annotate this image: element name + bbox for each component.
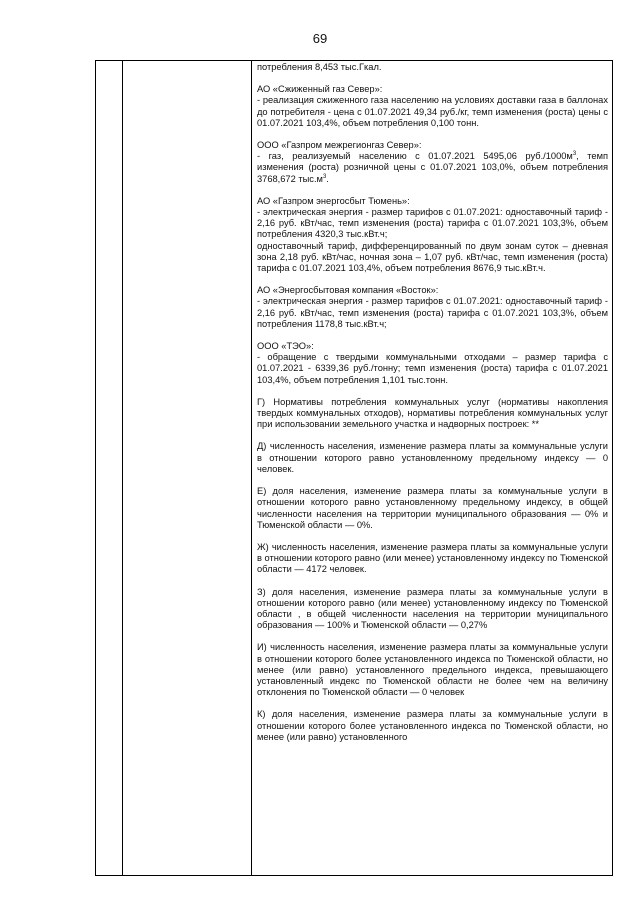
item-e-share: Е) доля населения, изменение размера платы за коммунальные услуги в отношении которого равно установленному предельному индексу, в общей численности населения на территории муниципального образования — 0% и Тюменской области — 0%. — [257, 486, 608, 530]
supplier-teo-text: - обращение с твердыми коммунальными отходами – размер тарифа с 01.07.2021 - 6339,36 руб./тонну; темп изменения (роста) тарифа с 01.07.2021 103,4%, объем потребления 1,101 тыс.тонн. — [257, 352, 608, 385]
supplier-teo-title: ООО «ТЭО»: — [257, 341, 314, 352]
item-d-population: Д) численность населения, изменение размера платы за коммунальные услуги в отношении которого равно установленному предельному индексу — 0 человек. — [257, 441, 608, 474]
item-g-norms: Г) Нормативы потребления коммунальных услуг (нормативы накопления твердых коммунальных отходов), нормативы потребления коммунальных услуг при использовании земельного участка и надворных построек: ** — [257, 396, 608, 430]
supplier-gazprom-energosbyt-title: АО «Газпром энергосбыт Тюмень»: — [257, 195, 410, 206]
item-zh-population: Ж) численность населения, изменение размера платы за коммунальные услуги в отношении которого равно (или менее) установленному индексу по Тюменской области — 4172 человек. — [257, 541, 608, 575]
page-number: 69 — [312, 31, 328, 46]
supplier-gazprom-mrg-title: ООО «Газпром межрегионгаз Север»: — [257, 140, 422, 151]
table-column-name — [123, 61, 252, 875]
table-column-content — [252, 61, 612, 875]
supplier-vostok-title: АО «Энергосбытовая компания «Восток»: — [257, 285, 439, 296]
supplier-gazprom-energosbyt-zones: одноставочный тариф, дифференцированный по двум зонам суток – дневная зона 2,18 руб. кВт/час, ночная зона – 1,07 руб. кВт/час, темп изменения (роста) тарифа с 01.07.2021 103,4%, объем потребления 8676,9 тыс.кВт.ч. — [257, 240, 608, 274]
supplier-gazprom-mrg-text: - газ, реализуемый населению с 01.07.2021 5495,06 $руб./1000м^3$, темп изменения (роста) розничной цены с 01.07.2021 103,0%, объем потребления 3768,672 $тыс.м^3$. — [257, 151, 609, 184]
supplier-gazprom-energosbyt-text: - электрическая энергия - размер тарифов с 01.07.2021: одноставочный тариф - 2,16 руб. кВт/час, темп изменения (роста) тарифа с 01.07.2021 103,3%, объем потребления 4320,3 тыс.кВт.ч; — [257, 207, 608, 240]
document-table — [95, 60, 613, 876]
supplier-lpg-north-title: АО «Сжиженный газ Север»: — [257, 84, 383, 95]
supplier-vostok-text: - электрическая энергия - размер тарифов с 01.07.2021: одноставочный тариф - 2,16 руб. кВт/час, темп изменения (роста) тарифа с 01.07.2021 103,3%, объем потребления 1178,8 тыс.кВт.ч; — [257, 296, 608, 329]
item-k-share: К) доля населения, изменение размера платы за коммунальные услуги в отношении которого более установленного индекса по Тюменской области, но менее (или равно) установленного — [257, 709, 608, 742]
paragraph-heat-volume: потребления 8,453 тыс.Гкал. — [257, 62, 382, 72]
item-i-population: И) численность населения, изменение размера платы за коммунальные услуги в отношении которого более установленного индекса по Тюменской области, но менее (или равно) установленного предельного индекса, превышающего установленный индекс по Тюменской области не более чем на величину отклонения по Тюменской области — 0 человек — [257, 642, 608, 698]
item-z-share: З) доля населения, изменение размера платы за коммунальные услуги в отношении которого равно (или менее) установленному индексу по Тюменской области , в общей численности населения на территории муниципального образования — 100% и Тюменской области — 0,27% — [257, 586, 608, 631]
supplier-lpg-north-text: - реализация сжиженного газа населению на условиях доставки газа в баллонах до потребителя - цена с 01.07.2021 49,34 руб./кг, темп изменения (роста) цены с 01.07.2021 103,4%, объем потребления 0,100 тонн. — [257, 95, 608, 128]
table-column-number — [96, 61, 123, 875]
